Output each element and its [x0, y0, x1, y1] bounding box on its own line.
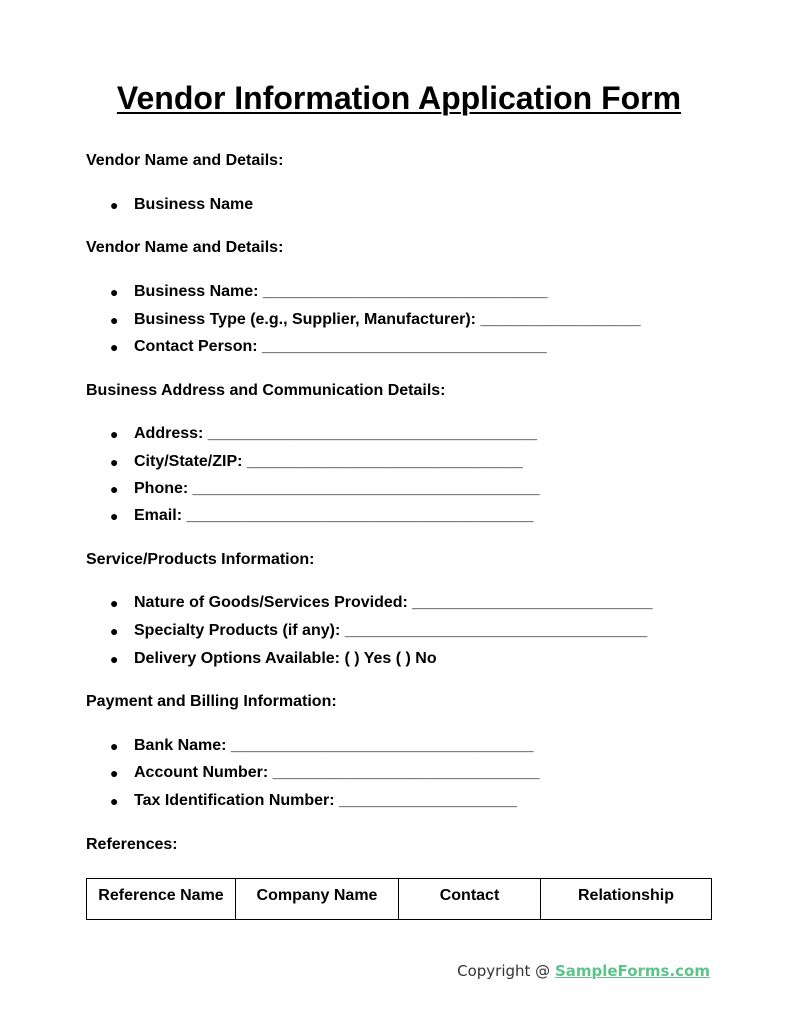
business-name-field[interactable]: Business Name: ________________________________ — [134, 283, 548, 300]
tax-id-field[interactable]: Tax Identification Number: ____________________ — [134, 792, 518, 809]
header-company-name: Company Name — [236, 879, 399, 920]
header-contact: Contact — [399, 879, 541, 920]
header-relationship: Relationship — [541, 879, 712, 920]
section-heading-vendor-details: Vendor Name and Details: — [86, 239, 284, 256]
copyright-footer — [457, 962, 710, 980]
bullet: ● — [110, 284, 119, 300]
bullet: ● — [110, 623, 119, 639]
section-heading-services: Service/Products Information: — [86, 551, 315, 568]
section-heading-references: References: — [86, 836, 178, 853]
bank-name-field[interactable]: Bank Name: __________________________________ — [134, 737, 534, 754]
bullet: ● — [110, 426, 119, 442]
bullet: ● — [110, 197, 119, 213]
phone-field[interactable]: Phone: _______________________________________ — [134, 480, 540, 497]
bullet: ● — [110, 651, 119, 667]
page-title: Vendor Information Application Form — [116, 80, 682, 116]
bullet: ● — [110, 765, 119, 781]
email-field[interactable]: Email: _______________________________________ — [134, 507, 534, 524]
address-field[interactable]: Address: _____________________________________ — [134, 425, 538, 442]
account-number-field[interactable]: Account Number: ______________________________ — [134, 764, 540, 781]
bullet: ● — [110, 508, 119, 524]
bullet: ● — [110, 339, 119, 355]
sampleforms-link[interactable]: SampleForms.com — [554, 962, 710, 980]
delivery-options-field[interactable]: Delivery Options Available: ( ) Yes ( ) No — [134, 650, 437, 667]
bullet: ● — [110, 454, 119, 470]
list-item: Business Name — [134, 196, 254, 213]
city-state-zip-field[interactable]: City/State/ZIP: _______________________________ — [134, 453, 523, 470]
bullet: ● — [110, 738, 119, 754]
bullet: ● — [110, 312, 119, 328]
section-heading-vendor-name: Vendor Name and Details: — [86, 152, 284, 169]
copyright-prefix: Copyright @ — [457, 962, 555, 980]
references-table — [86, 878, 712, 920]
specialty-products-field[interactable]: Specialty Products (if any): __________________________________ — [134, 622, 648, 639]
goods-services-field[interactable]: Nature of Goods/Services Provided: ___________________________ — [134, 594, 653, 611]
bullet: ● — [110, 793, 119, 809]
table-header-row — [87, 879, 712, 920]
bullet: ● — [110, 595, 119, 611]
section-heading-address: Business Address and Communication Details: — [86, 382, 446, 399]
bullet: ● — [110, 481, 119, 497]
contact-person-field[interactable]: Contact Person: ________________________________ — [134, 338, 547, 355]
header-reference-name: Reference Name — [87, 879, 236, 920]
section-heading-payment: Payment and Billing Information: — [86, 693, 337, 710]
business-type-field[interactable]: Business Type (e.g., Supplier, Manufacturer): __________________ — [134, 311, 641, 328]
